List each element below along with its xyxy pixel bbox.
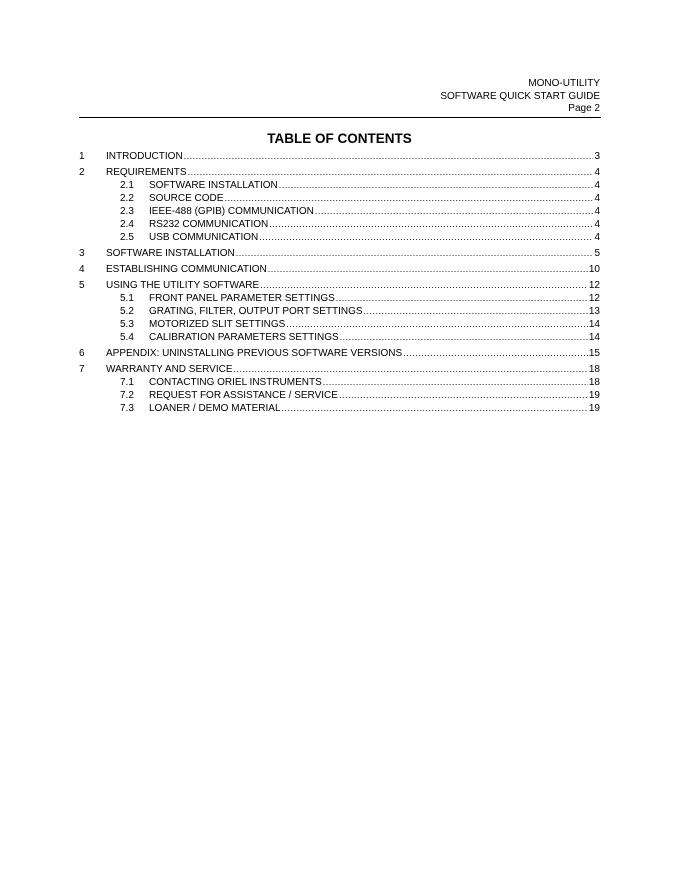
toc-entry-number: 7.2: [120, 390, 134, 401]
toc-entry-page: 19: [588, 403, 600, 414]
toc-entry-number: 2.2: [120, 193, 134, 204]
toc-entry-title: ESTABLISHING COMMUNICATION: [106, 264, 267, 275]
toc-section-entry[interactable]: [79, 247, 600, 260]
toc-entry-page: 4: [594, 232, 600, 243]
toc-entry-number: 2.1: [120, 180, 134, 191]
toc-section-entry[interactable]: [79, 150, 600, 163]
toc-subsection-entry[interactable]: [79, 292, 600, 305]
toc-subsection-entry[interactable]: [79, 402, 600, 415]
toc-entry-page: 18: [588, 377, 600, 388]
toc-entry-page: 5: [594, 248, 600, 259]
toc-entry-page: 15: [588, 348, 600, 359]
toc-dot-leader: [188, 166, 594, 179]
page-title: TABLE OF CONTENTS: [267, 131, 412, 146]
toc-dot-leader: [364, 305, 588, 318]
toc-entry-page: 13: [588, 306, 600, 317]
toc-entry-title: APPENDIX: UNINSTALLING PREVIOUS SOFTWARE VERSIONS: [106, 348, 403, 359]
toc-entry-page: 14: [588, 319, 600, 330]
toc-entry-number: 2: [79, 167, 85, 178]
toc-dot-leader: [279, 179, 594, 192]
toc-dot-leader: [260, 279, 588, 292]
toc-section-entry[interactable]: [79, 263, 600, 276]
toc-subsection-entry[interactable]: [79, 318, 600, 331]
toc-dot-leader: [336, 292, 588, 305]
toc-entry-number: 7: [79, 364, 85, 375]
table-of-contents: [79, 150, 600, 415]
toc-dot-leader: [403, 347, 588, 360]
toc-entry-page: 12: [588, 280, 600, 291]
toc-dot-leader: [315, 205, 594, 218]
toc-dot-leader: [323, 376, 588, 389]
toc-entry-title: WARRANTY AND SERVICE: [106, 364, 233, 375]
toc-section-entry[interactable]: [79, 347, 600, 360]
toc-entry-number: 2.4: [120, 219, 134, 230]
toc-entry-title: RS232 COMMUNICATION: [149, 219, 269, 230]
toc-entry-number: 2.5: [120, 232, 134, 243]
toc-entry-number: 5.2: [120, 306, 134, 317]
toc-entry-page: 18: [588, 364, 600, 375]
toc-entry-title: IEEE-488 (GPIB) COMMUNICATION: [149, 206, 314, 217]
toc-subsection-entry[interactable]: [79, 331, 600, 344]
toc-entry-number: 5.4: [120, 332, 134, 343]
toc-entry-title: FRONT PANEL PARAMETER SETTINGS: [149, 293, 335, 304]
header-divider: [79, 117, 601, 118]
toc-entry-page: 4: [594, 206, 600, 217]
toc-entry-title: LOANER / DEMO MATERIAL: [149, 403, 281, 414]
toc-entry-number: 6: [79, 348, 85, 359]
toc-entry-number: 1: [79, 151, 85, 162]
toc-subsection-entry[interactable]: [79, 231, 600, 244]
toc-entry-page: 4: [594, 180, 600, 191]
toc-section-entry[interactable]: [79, 166, 600, 179]
toc-entry-title: SOFTWARE INSTALLATION: [149, 180, 278, 191]
toc-dot-leader: [259, 231, 593, 244]
toc-subsection-entry[interactable]: [79, 389, 600, 402]
toc-entry-title: SOFTWARE INSTALLATION: [106, 248, 235, 259]
toc-dot-leader: [339, 389, 588, 402]
toc-entry-number: 5.3: [120, 319, 134, 330]
toc-entry-page: 4: [594, 167, 600, 178]
toc-entry-number: 3: [79, 248, 85, 259]
toc-dot-leader: [224, 192, 593, 205]
toc-entry-title: USING THE UTILITY SOFTWARE: [106, 280, 260, 291]
toc-entry-number: 4: [79, 264, 85, 275]
header-page-number: Page 2: [568, 103, 600, 115]
toc-entry-title: CONTACTING ORIEL INSTRUMENTS: [149, 377, 322, 388]
toc-dot-leader: [268, 263, 588, 276]
toc-entry-number: 5: [79, 280, 85, 291]
toc-entry-title: REQUIREMENTS: [106, 167, 187, 178]
toc-dot-leader: [286, 318, 588, 331]
toc-entry-title: SOURCE CODE: [149, 193, 224, 204]
toc-entry-page: 10: [588, 264, 600, 275]
toc-subsection-entry[interactable]: [79, 179, 600, 192]
toc-dot-leader: [236, 247, 594, 260]
header-document-title: SOFTWARE QUICK START GUIDE: [440, 90, 600, 102]
toc-subsection-entry[interactable]: [79, 305, 600, 318]
toc-entry-title: REQUEST FOR ASSISTANCE / SERVICE: [149, 390, 338, 401]
toc-entry-page: 4: [594, 219, 600, 230]
toc-entry-number: 7.3: [120, 403, 134, 414]
toc-entry-title: USB COMMUNICATION: [149, 232, 259, 243]
toc-dot-leader: [340, 331, 588, 344]
toc-entry-page: 19: [588, 390, 600, 401]
toc-subsection-entry[interactable]: [79, 192, 600, 205]
toc-entry-number: 7.1: [120, 377, 134, 388]
toc-section-entry[interactable]: [79, 363, 600, 376]
toc-entry-page: 14: [588, 332, 600, 343]
toc-entry-page: 4: [594, 193, 600, 204]
toc-entry-number: 2.3: [120, 206, 134, 217]
toc-dot-leader: [269, 218, 593, 231]
toc-entry-title: INTRODUCTION: [106, 151, 183, 162]
toc-entry-page: 3: [594, 151, 600, 162]
toc-entry-number: 5.1: [120, 293, 134, 304]
toc-section-entry[interactable]: [79, 279, 600, 292]
toc-subsection-entry[interactable]: [79, 376, 600, 389]
toc-entry-title: GRATING, FILTER, OUTPUT PORT SETTINGS: [149, 306, 363, 317]
page-header: [79, 78, 600, 116]
toc-dot-leader: [234, 363, 588, 376]
toc-entry-page: 12: [588, 293, 600, 304]
header-product-name: MONO-UTILITY: [528, 78, 600, 89]
toc-subsection-entry[interactable]: [79, 218, 600, 231]
toc-dot-leader: [184, 150, 594, 163]
toc-dot-leader: [282, 402, 588, 415]
toc-entry-title: MOTORIZED SLIT SETTINGS: [149, 319, 286, 330]
toc-entry-title: CALIBRATION PARAMETERS SETTINGS: [149, 332, 339, 343]
toc-subsection-entry[interactable]: [79, 205, 600, 218]
